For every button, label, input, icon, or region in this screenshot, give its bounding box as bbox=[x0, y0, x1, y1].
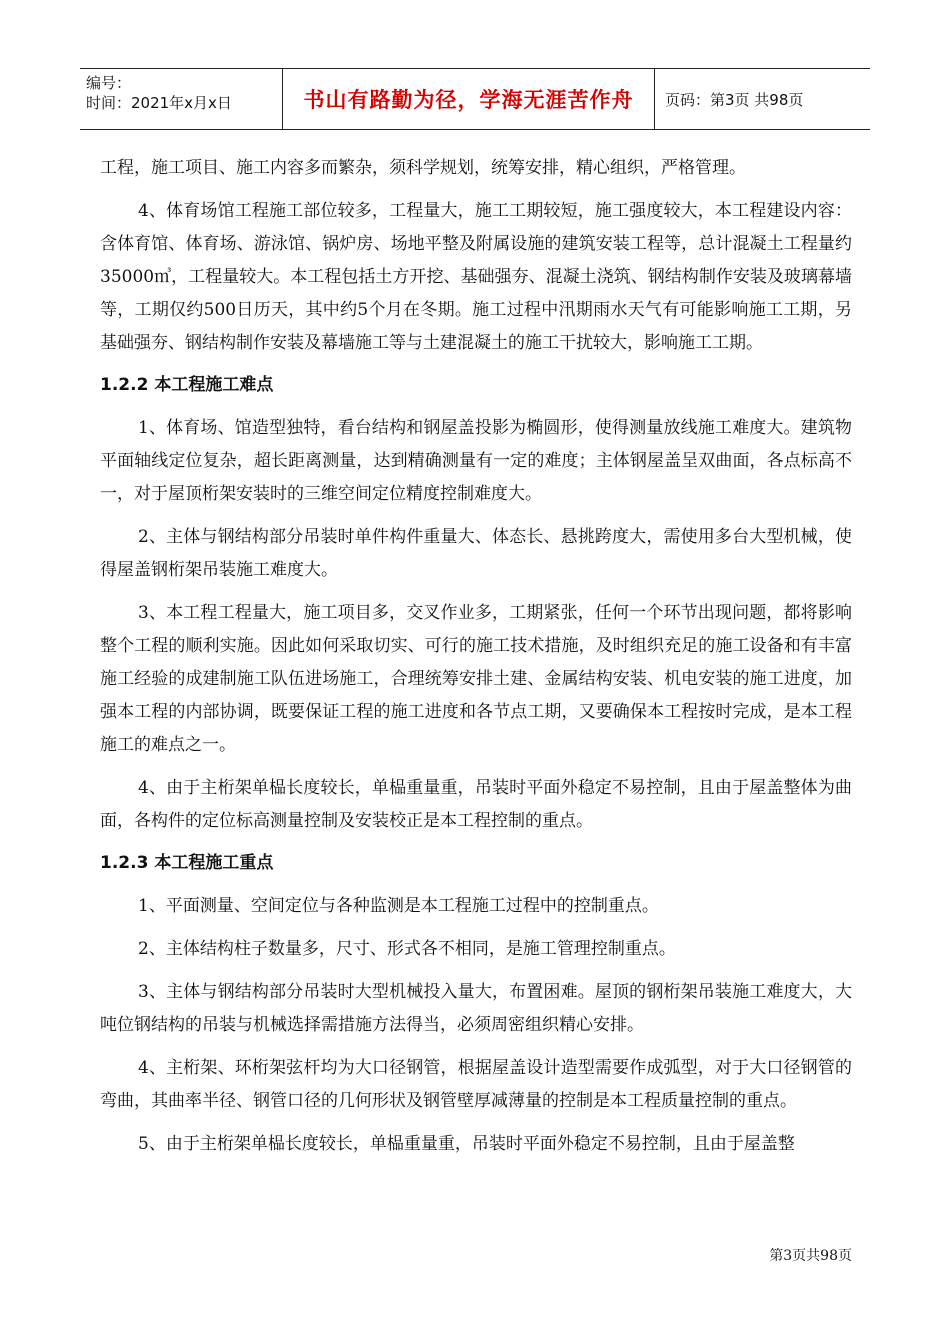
document-date: 时间：2021年x月x日 bbox=[86, 94, 232, 112]
paragraph: 5、由于主桁架单榀长度较长，单榀重量重，吊装时平面外稳定不易控制，且由于屋盖整 bbox=[138, 1134, 795, 1154]
document-number-label: 编号： bbox=[86, 74, 132, 92]
document-body bbox=[100, 152, 852, 1171]
section-heading: 1.2.2 本工程施工难点 bbox=[100, 375, 274, 395]
section-heading: 1.2.3 本工程施工重点 bbox=[100, 853, 274, 873]
paragraph: 1、体育场、馆造型独特，看台结构和钢屋盖投影为椭圆形，使得测量放线施工难度大。建筑物平面轴线定位复杂，超长距离测量，达到精确测量有一定的难度；主体钢屋盖呈双曲面，各点标高不一，对于屋顶桁架安装时的三维空间定位精度控制难度大。 bbox=[100, 418, 852, 504]
page-footer: 第3页共98页 bbox=[769, 1248, 852, 1264]
header-page-info: 页码：第3页 共98页 bbox=[665, 90, 804, 109]
header-motto: 书山有路勤为径，学海无涯苦作舟 bbox=[283, 69, 655, 129]
paragraph: 4、体育场馆工程施工部位较多，工程量大，施工工期较短，施工强度较大，本工程建设内容：含体育馆、体育场、游泳馆、锅炉房、场地平整及附属设施的建筑安装工程等，总计混凝土工程量约35000㎥，工程量较大。本工程包括土方开挖、基础强夯、混凝土浇筑、钢结构制作安装及玻璃幕墙等，工期仅约500日历天，其中约5个月在冬期。施工过程中汛期雨水天气有可能影响施工工期，另基础强夯、钢结构制作安装及幕墙施工等与土建混凝土的施工干扰较大，影响施工工期。 bbox=[100, 201, 852, 353]
paragraph: 2、主体结构柱子数量多，尺寸、形式各不相同，是施工管理控制重点。 bbox=[138, 939, 676, 959]
paragraph: 1、平面测量、空间定位与各种监测是本工程施工过程中的控制重点。 bbox=[138, 896, 659, 916]
header-meta bbox=[80, 69, 283, 129]
paragraph: 4、主桁架、环桁架弦杆均为大口径钢管，根据屋盖设计造型需要作成弧型，对于大口径钢管的弯曲，其曲率半径、钢管口径的几何形状及钢管壁厚减薄量的控制是本工程质量控制的重点。 bbox=[100, 1058, 852, 1111]
page-header bbox=[80, 68, 870, 130]
paragraph: 2、主体与钢结构部分吊装时单件构件重量大、体态长、悬挑跨度大，需使用多台大型机械，使得屋盖钢桁架吊装施工难度大。 bbox=[100, 527, 852, 580]
paragraph: 3、本工程工程量大，施工项目多，交叉作业多，工期紧张，任何一个环节出现问题，都将影响整个工程的顺利实施。因此如何采取切实、可行的施工技术措施，及时组织充足的施工设备和有丰富施工经验的成建制施工队伍进场施工，合理统筹安排土建、金属结构安装、机电安装的施工进度，加强本工程的内部协调，既要保证工程的施工进度和各节点工期，又要确保本工程按时完成，是本工程施工的难点之一。 bbox=[100, 603, 852, 755]
paragraph: 工程，施工项目、施工内容多而繁杂，须科学规划，统筹安排，精心组织，严格管理。 bbox=[100, 158, 746, 178]
paragraph: 4、由于主桁架单榀长度较长，单榀重量重，吊装时平面外稳定不易控制，且由于屋盖整体为曲面，各构件的定位标高测量控制及安装校正是本工程控制的重点。 bbox=[100, 778, 852, 831]
paragraph: 3、主体与钢结构部分吊装时大型机械投入量大，布置困难。屋顶的钢桁架吊装施工难度大，大吨位钢结构的吊装与机械选择需措施方法得当，必须周密组织精心安排。 bbox=[100, 982, 852, 1035]
